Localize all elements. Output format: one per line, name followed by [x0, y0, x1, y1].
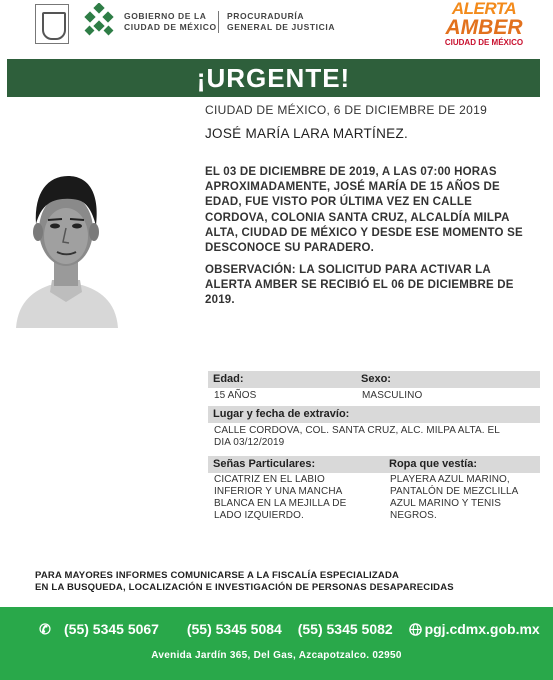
contact-note-line-1: PARA MAYORES INFORMES COMUNICARSE A LA FISCALÍA ESPECIALIZADA — [35, 570, 400, 581]
phone-3[interactable]: (55) 5345 5082 — [297, 621, 393, 637]
contact-line — [38, 621, 553, 638]
clothes-value: PLAYERA AZUL MARINO, PANTALÓN DE MEZCLILLA AZUL MARINO Y TENIS NEGROS. — [390, 474, 518, 521]
phone-1[interactable] — [38, 621, 171, 637]
coat-of-arms-icon — [35, 4, 69, 44]
amber-logo-line-3: CIUDAD DE MÉXICO — [444, 38, 524, 47]
alerta-amber-logo — [438, 0, 530, 56]
incident-description: EL 03 DE DICIEMBRE DE 2019, A LAS 07:00 HORAS APROXIMADAMENTE, JOSÉ MARÍA DE 15 AÑOS DE EDAD, FUE VISTO POR ÚLTIMA VEZ EN CALLE CORDOVA, COLONIA SANTA CRUZ, ALCALDÍA MILPA ALTA, CIUDAD DE MÉXICO Y DESDE ESE MOMENTO SE DESCONOCE SU PARADERO. — [205, 166, 523, 255]
agency-name — [227, 11, 335, 33]
place-label: Lugar y fecha de extravío: — [208, 406, 540, 423]
government-name — [124, 11, 217, 33]
sex-label: Sexo: — [356, 371, 540, 388]
contact-note-line-2: EN LA BUSQUEDA, LOCALIZACIÓN E INVESTIGACIÓN DE PERSONAS DESAPARECIDAS — [35, 582, 454, 593]
contact-footer — [0, 607, 553, 680]
sex-value: MASCULINO — [362, 390, 423, 401]
header — [0, 0, 553, 58]
missing-person-photo — [8, 140, 124, 328]
amber-logo-line-2: AMBER — [445, 16, 523, 39]
marks-value: CICATRIZ EN EL LABIO INFERIOR Y UNA MANCHA BLANCA EN LA MEJILLA DE LADO IZQUIERDO. — [214, 474, 347, 521]
marks-label: Señas Particulares: — [208, 456, 386, 473]
age-label: Edad: — [208, 371, 358, 388]
age-value: 15 AÑOS — [214, 390, 257, 401]
observation-note: OBSERVACIÓN: LA SOLICITUD PARA ACTIVAR LA ALERTA AMBER SE RECIBIÓ EL 06 DE DICIEMBRE DE 2019. — [205, 264, 514, 307]
report-date: CIUDAD DE MÉXICO, 6 DE DICIEMBRE DE 2019 — [205, 103, 488, 117]
amber-logo-line-1: ALERTA — [451, 0, 517, 18]
header-divider — [218, 11, 219, 33]
pgj-line-2: GENERAL DE JUSTICIA — [227, 22, 336, 32]
urgent-banner: ¡URGENTE! — [7, 59, 540, 97]
place-value: CALLE CORDOVA, COL. SANTA CRUZ, ALC. MILPA ALTA. EL DIA 03/12/2019 — [214, 425, 500, 448]
website-link[interactable] — [409, 621, 552, 637]
phone-2[interactable]: (55) 5345 5084 — [186, 621, 282, 637]
phone-icon: ✆ — [39, 621, 51, 637]
clothes-label: Ropa que vestía: — [384, 456, 540, 473]
office-address: Avenida Jardín 365, Del Gas, Azcapotzalco. 02950 — [151, 650, 402, 661]
missing-person-name: JOSÉ MARÍA LARA MARTÍNEZ. — [205, 126, 409, 141]
pgj-line-1: PROCURADURÍA — [227, 11, 305, 21]
gob-line-1: GOBIERNO DE LA — [124, 11, 207, 21]
website-url: pgj.cdmx.gob.mx — [424, 621, 540, 637]
cdmx-logo-icon — [82, 3, 116, 41]
gob-line-2: CIUDAD DE MÉXICO — [124, 22, 217, 32]
contact-note — [35, 570, 454, 594]
globe-icon — [409, 623, 422, 636]
phone-1-number: (55) 5345 5067 — [64, 621, 159, 637]
